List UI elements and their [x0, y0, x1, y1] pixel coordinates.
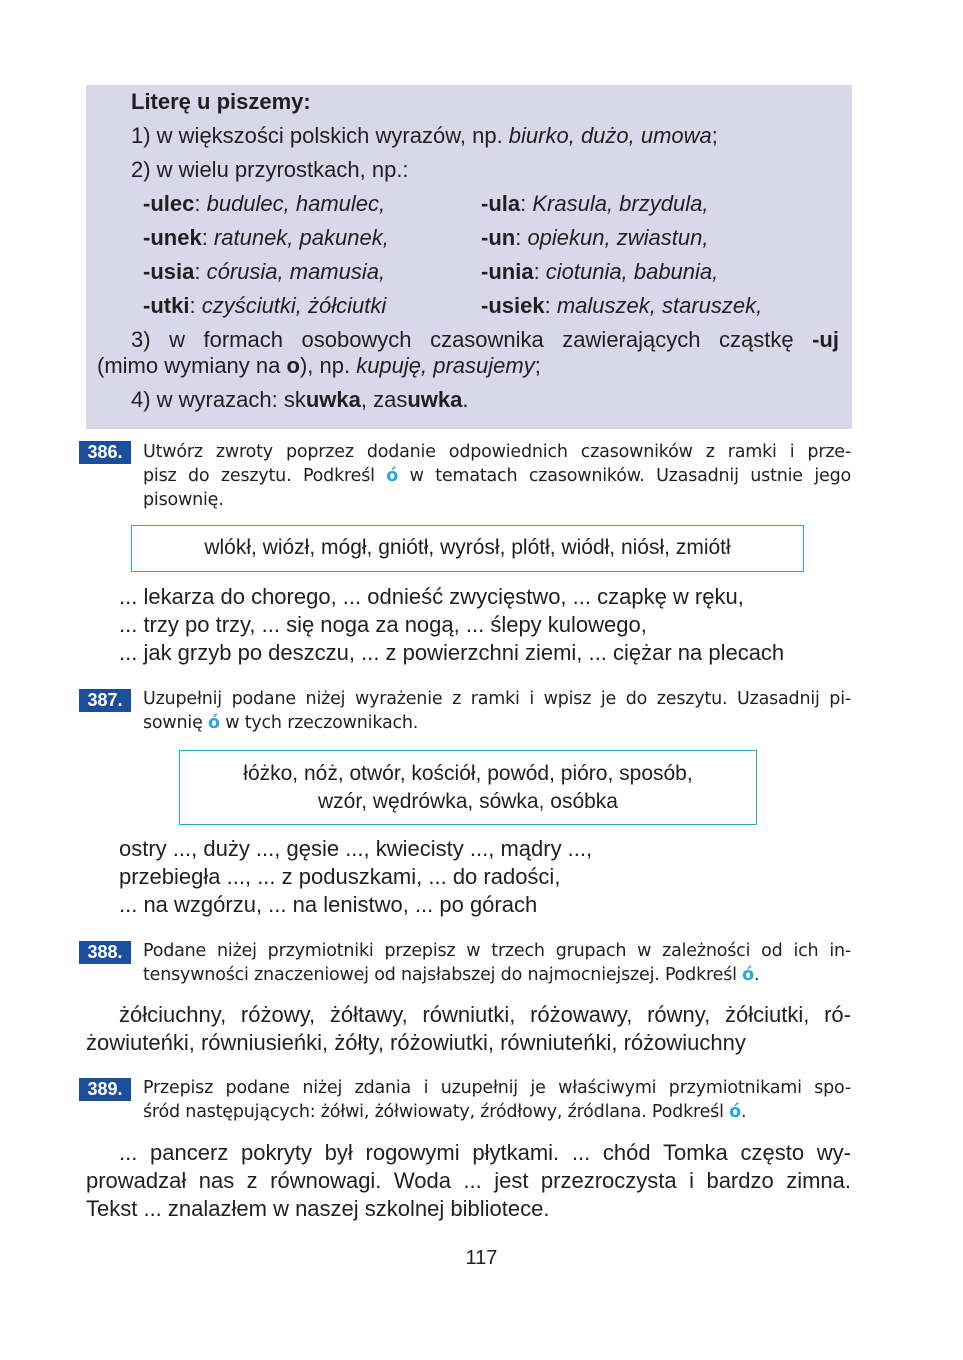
exercise-388-number: 388.	[79, 941, 131, 964]
exercise-386-number: 386.	[79, 441, 131, 464]
exercise-387-number: 387.	[79, 689, 131, 712]
rule-item-1: 1) w większości polskich wyrazów, np. biurko, dużo, umowa;	[131, 123, 718, 148]
exercise-387-instruction: Uzupełnij podane niżej wyrażenie z ramki i wpisz je do zeszytu. Uzasadnij pi- sownię ó w tych rzeczownikach.	[143, 689, 851, 733]
exercise-386-line-2: ... trzy po trzy, ... się noga za nogą, ... ślepy kulowego,	[119, 612, 647, 637]
exercise-389-instruction: Przepisz podane niżej zdania i uzupełnij je właściwymi przymiotnikami spo- śród następujących: żółwi, żółwiowaty, źródłowy, źródlana. Podkreśl ó.	[143, 1078, 851, 1122]
exercise-388-instruction: Podane niżej przymiotniki przepisz w trzech grupach w zależności od ich in- tensywności znaczeniowej od najsłabszej do najmocniejszej. Podkreśl ó.	[143, 941, 851, 985]
suffix-utki: -utki: czyściutki, żółciutki	[143, 293, 387, 318]
rule-item-4: 4) w wyrazach: skuwka, zasuwka.	[131, 387, 469, 412]
exercise-387-line-3: ... na wzgórzu, ... na lenistwo, ... po górach	[119, 892, 538, 917]
exercise-389-sentences: ... pancerz pokryty był rogowymi płytkami. ... chód Tomka często wy- prowadzał nas z równowagi. Woda ... jest przezroczysta i bardzo zimna. Tekst ... znalazłem w naszej szkolnej bibliotece.	[86, 1140, 851, 1221]
rule-item-3-line-1: 3) w formach osobowych czasownika zawierających cząstkę -uj	[131, 327, 839, 352]
exercise-387-word-frame: łóżko, nóż, otwór, kościół, powód, pióro, sposób, wzór, wędrówka, sówka, osóbka	[179, 750, 757, 825]
rule-item-3-line-2: (mimo wymiany na o), np. kupuję, prasujemy;	[97, 353, 541, 378]
exercise-386-word-frame: wlókł, wiózł, mógł, gniótł, wyrósł, plótł, wiódł, niósł, zmiótł	[131, 525, 804, 572]
suffix-ula: -ula: Krasula, brzydula,	[481, 191, 709, 216]
suffix-usia: -usia: córusia, mamusia,	[143, 259, 386, 284]
page-number: 117	[465, 1247, 498, 1269]
exercise-388-adjectives: żółciuchny, różowy, żółtawy, równiutki, różowawy, równy, żółciutki, ró- żowiuteńki, równiusieńki, żółty, różowiutki, równiuteńki, różowiuchny	[86, 1002, 851, 1055]
exercise-389-number: 389.	[79, 1078, 131, 1101]
exercise-387-line-2: przebiegła ..., ... z poduszkami, ... do radości,	[119, 864, 561, 889]
suffix-ulec: -ulec: budulec, hamulec,	[143, 191, 386, 216]
suffix-usiek: -usiek: maluszek, staruszek,	[481, 293, 763, 318]
exercise-387-line-1: ostry ..., duży ..., gęsie ..., kwiecisty ..., mądry ...,	[119, 836, 593, 861]
rule-item-2: 2) w wielu przyrostkach, np.:	[131, 157, 409, 182]
exercise-386-line-3: ... jak grzyb po deszczu, ... z powierzchni ziemi, ... ciężar na plecach	[119, 640, 785, 665]
exercise-386-instruction: Utwórz zwroty poprzez dodanie odpowiednich czasowników z ramki i prze- pisz do zeszytu. Podkreśl ó w tematach czasowników. Uzasadnij ustnie jego pisownię.	[143, 442, 852, 510]
exercise-386-line-1: ... lekarza do chorego, ... odnieść zwycięstwo, ... czapkę w ręku,	[119, 584, 744, 609]
suffix-unek: -unek: ratunek, pakunek,	[143, 225, 389, 250]
rule-heading: Literę u piszemy:	[131, 89, 311, 114]
suffix-unia: -unia: ciotunia, babunia,	[481, 259, 719, 284]
suffix-un: -un: opiekun, zwiastun,	[481, 225, 709, 250]
